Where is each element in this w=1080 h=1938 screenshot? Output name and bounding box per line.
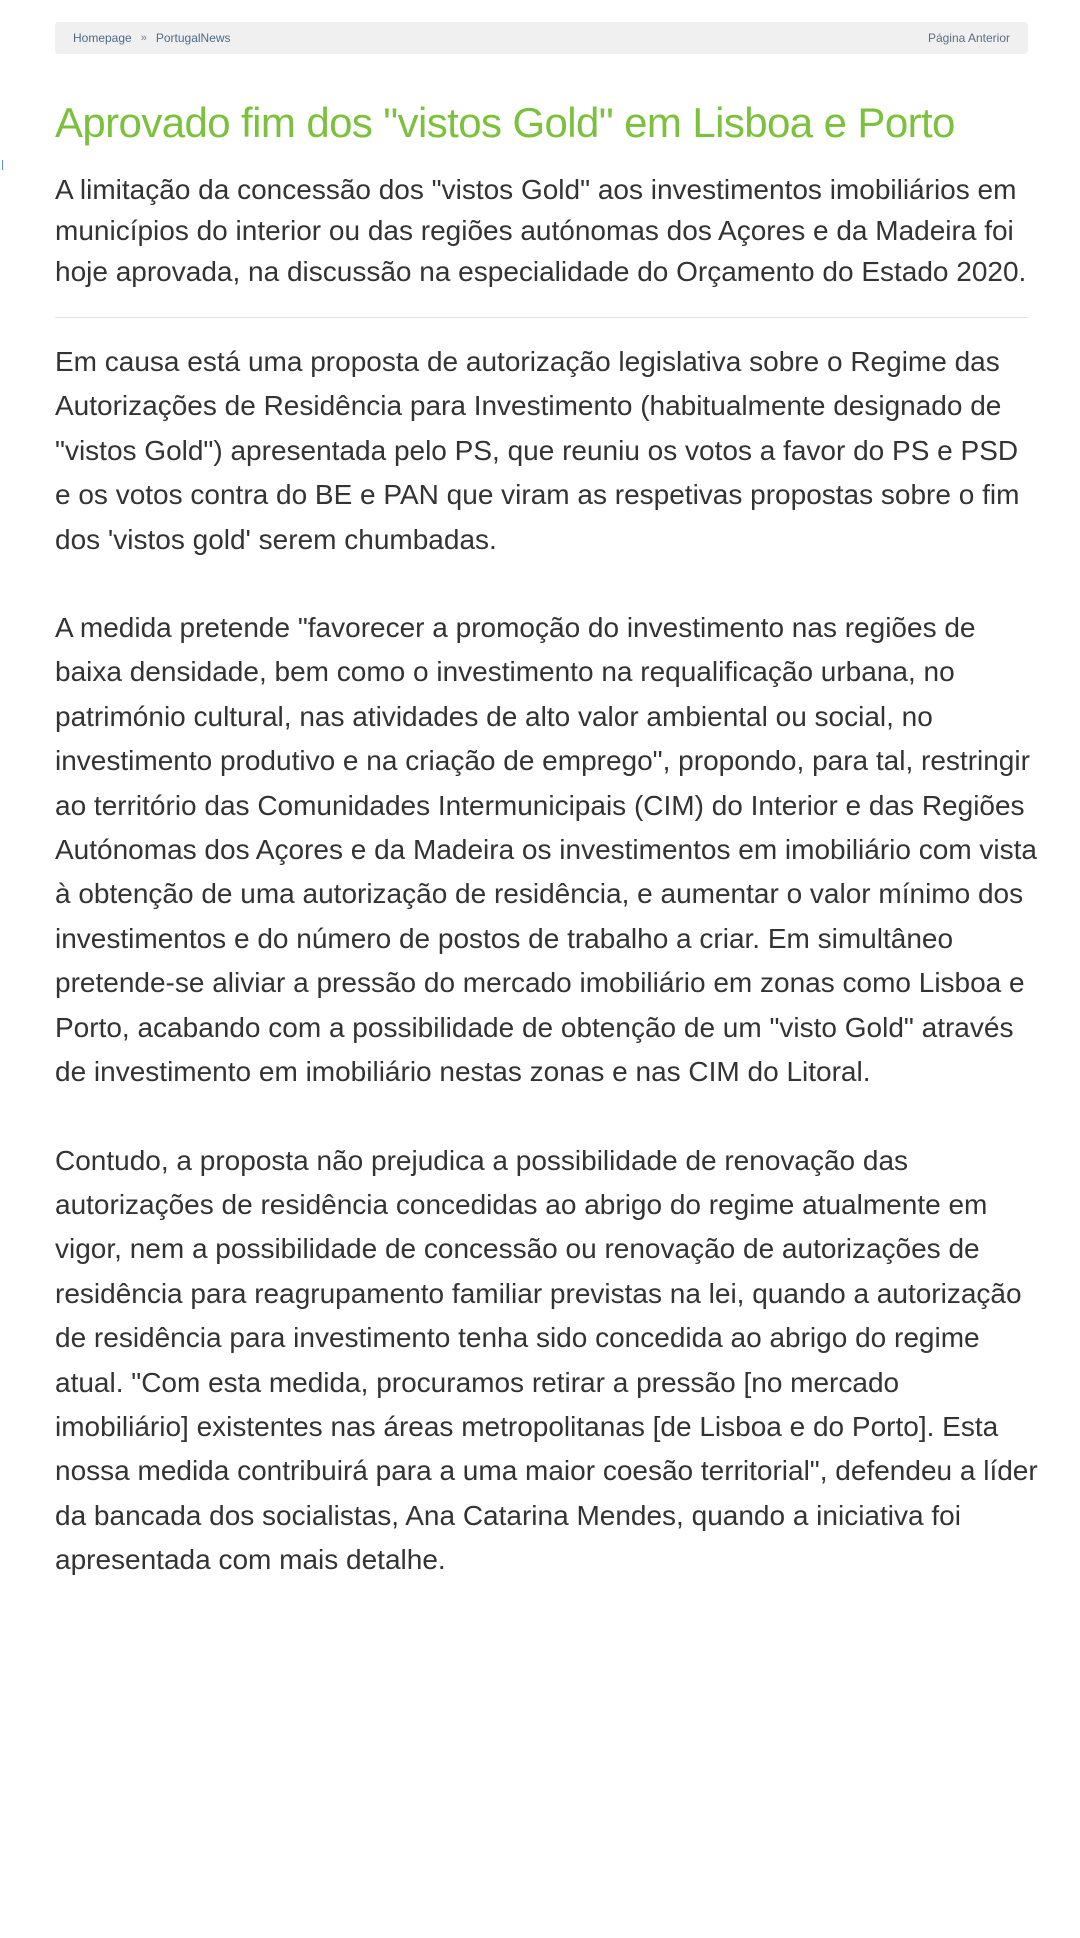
lead-divider <box>55 317 1028 318</box>
breadcrumb-bar <box>55 22 1028 54</box>
article-paragraph-2: A medida pretende "favorecer a promoção do investimento nas regiões de baixa densidade, bem como o investimento na requalificação urbana, no património cultural, nas atividades de alto valor ambiental ou social, no investimento produtivo e na criação de emprego", propondo, para tal, restringir ao território das Comunidades Intermunicipais (CIM) do Interior e das Regiões Autónomas dos Açores e da Madeira os investimentos em imobiliário com vista à obtenção de uma autorização de residência, e aumentar o valor mínimo dos investimentos e do número de postos de trabalho a criar. Em simultâneo pretende-se aliviar a pressão do mercado imobiliário em zonas como Lisboa e Porto, acabando com a possibilidade de obtenção de um "visto Gold" através de investimento em imobiliário nestas zonas e nas CIM do Litoral. <box>55 612 1037 1088</box>
previous-page-link[interactable]: Página Anterior <box>927 31 1010 45</box>
breadcrumb-separator: » <box>140 32 147 44</box>
article-title: Aprovado fim dos "vistos Gold" em Lisboa e Porto <box>55 99 955 146</box>
article-paragraph-3: Contudo, a proposta não prejudica a possibilidade de renovação das autorizações de residência concedidas ao abrigo do regime atualmente em vigor, nem a possibilidade de concessão ou renovação de autorizações de residência para reagrupamento familiar previstas na lei, quando a autorização de residência para investimento tenha sido concedida ao abrigo do regime atual. "Com esta medida, procuramos retirar a pressão [no mercado imobiliário] existentes nas áreas metropolitanas [de Lisboa e do Porto]. Esta nossa medida contribuirá para a uma maior coesão territorial", defendeu a líder da bancada dos socialistas, Ana Catarina Mendes, quando a iniciativa foi apresentada com mais detalhe. <box>55 1144 1038 1576</box>
breadcrumb-link-portugalnews[interactable]: PortugalNews <box>155 31 231 45</box>
scroll-indicator <box>2 160 3 170</box>
article-lead: A limitação da concessão dos "vistos Gold" aos investimentos imobiliários em municípios do interior ou das regiões autónomas dos Açores e da Madeira foi hoje aprovada, na discussão na especialidade do Orçamento do Estado 2020. <box>55 174 1027 287</box>
article <box>55 97 1040 1583</box>
breadcrumb-link-homepage[interactable]: Homepage <box>73 31 132 45</box>
breadcrumb <box>73 31 231 45</box>
article-paragraph-1: Em causa está uma proposta de autorização legislativa sobre o Regime das Autorizações de Residência para Investimento (habitualmente designado de "vistos Gold") apresentada pelo PS, que reuniu os votos a favor do PS e PSD e os votos contra do BE e PAN que viram as respetivas propostas sobre o fim dos 'vistos gold' serem chumbadas. <box>55 346 1020 555</box>
